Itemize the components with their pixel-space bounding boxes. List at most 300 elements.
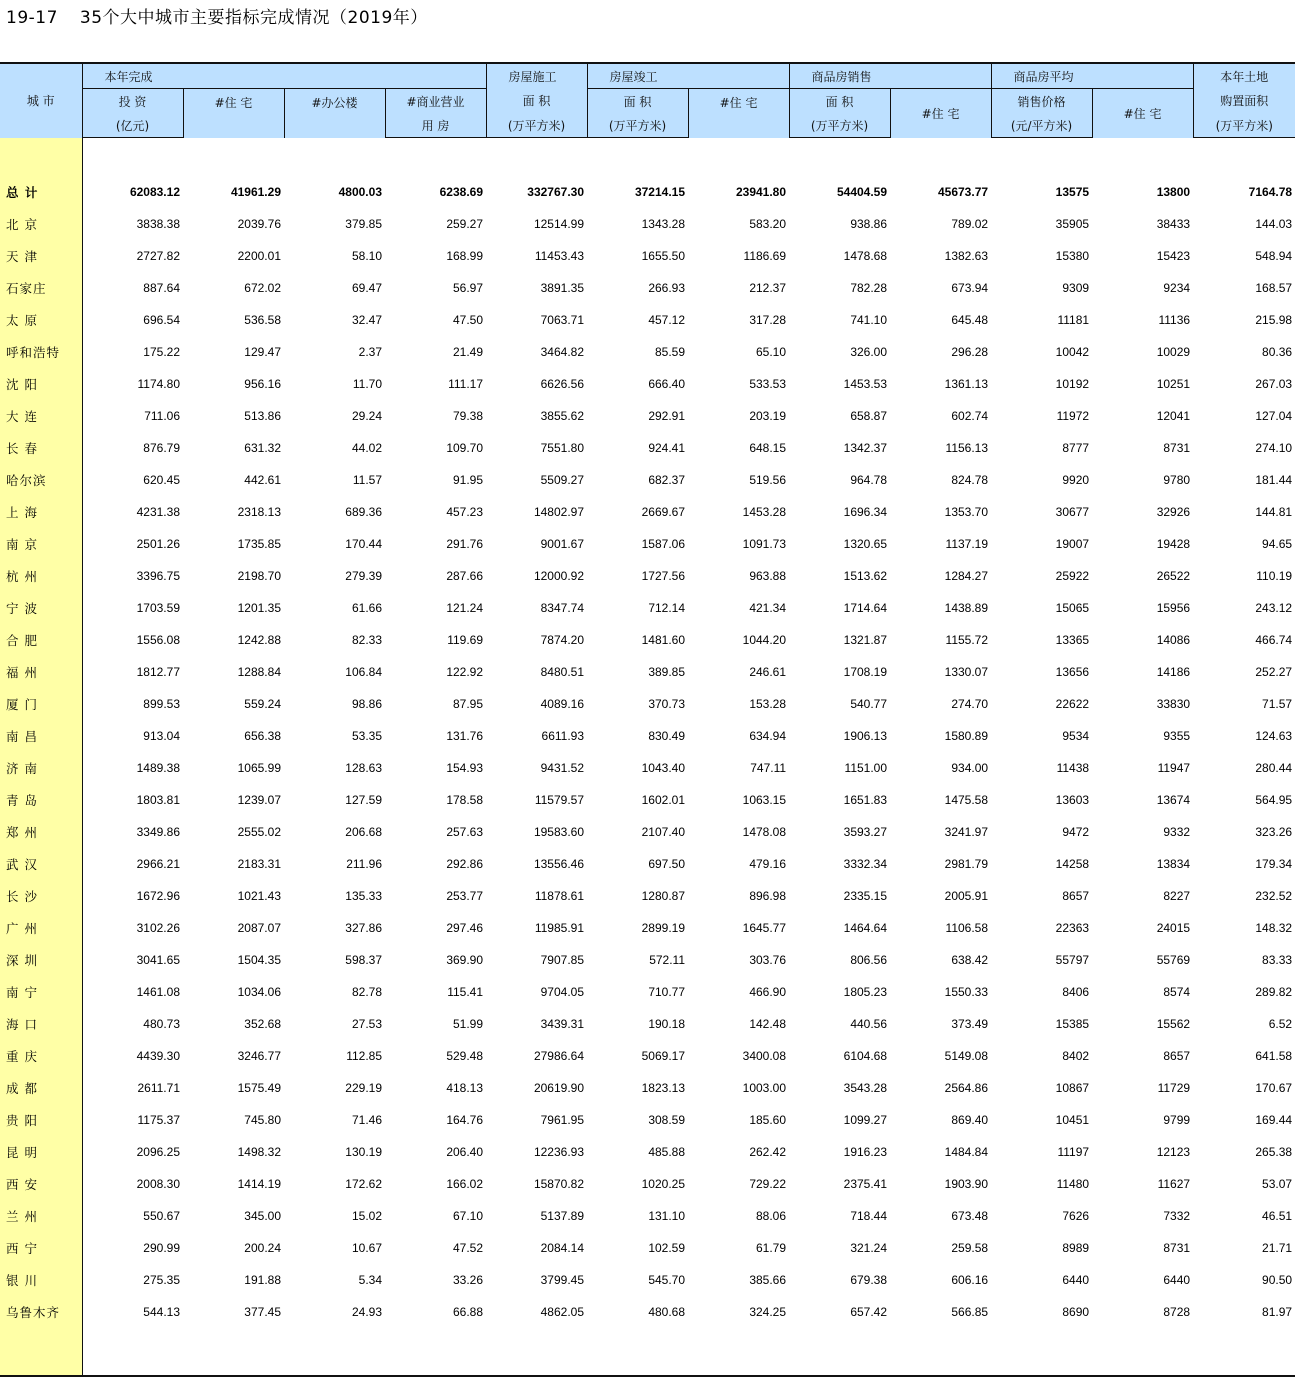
cell-land-area: 46.51 [1262, 1209, 1293, 1223]
cell-commercial-investment: 67.10 [452, 1209, 484, 1223]
header-land-line2: 购置面积 [1193, 89, 1295, 114]
cell-sales-area: 440.56 [850, 1017, 888, 1031]
cell-completion-residential: 65.10 [756, 345, 787, 359]
row-city-name: 合 肥 [0, 624, 82, 656]
cell-completion-area: 572.11 [649, 953, 686, 967]
cell-investment: 480.73 [143, 1017, 180, 1031]
cell-average-price: 10042 [1055, 345, 1090, 359]
row-city-name: 贵 阳 [0, 1104, 82, 1136]
row-city-name: 天 津 [0, 240, 82, 272]
cell-residential-price: 11947 [1157, 761, 1191, 775]
row-city-name: 哈尔滨 [0, 464, 82, 496]
cell-office-investment: 689.36 [345, 505, 382, 519]
cell-residential-price: 11136 [1158, 313, 1191, 327]
cell-land-area: 168.57 [1255, 281, 1293, 295]
table-end-row [0, 1328, 1295, 1376]
cell-residential-investment: 513.86 [244, 409, 281, 423]
cell-sales-area: 782.28 [850, 281, 888, 295]
cell-average-price: 9920 [1062, 473, 1090, 487]
cell-completion-residential: 246.61 [749, 665, 787, 679]
cell-residential-price: 13834 [1156, 857, 1191, 871]
cell-investment: 1461.08 [136, 985, 180, 999]
header-office: #办公楼 [284, 89, 385, 138]
cell-investment: 1703.59 [136, 601, 180, 615]
cell-completion-residential: 212.37 [749, 281, 787, 295]
cell-sales-residential: 2005.91 [944, 889, 989, 903]
cell-office-investment: 10.67 [351, 1241, 382, 1255]
cell-sales-residential: 1155.72 [945, 633, 989, 647]
page-title [6, 6, 428, 30]
table-row [0, 880, 1295, 912]
cell-residential-price: 10251 [1156, 377, 1191, 391]
cell-sales-residential: 606.16 [951, 1273, 989, 1287]
row-city-name: 南 昌 [0, 720, 82, 752]
cell-office-investment: 598.37 [345, 953, 382, 967]
cell-sales-residential: 1580.89 [944, 729, 989, 743]
cell-average-price: 9309 [1062, 281, 1090, 295]
cell-residential-investment: 631.32 [244, 441, 281, 455]
header-land-unit: (万平方米) [1193, 113, 1295, 138]
cell-completion-residential: 466.90 [749, 985, 787, 999]
cell-office-investment: 71.46 [351, 1113, 382, 1127]
cell-office-investment: 106.84 [345, 665, 382, 679]
cell-completion-residential: 185.60 [749, 1113, 787, 1127]
cell-completion-residential: 479.16 [749, 857, 787, 871]
cell-average-price: 10192 [1055, 377, 1090, 391]
cell-construction-area: 11579.57 [534, 793, 585, 807]
cell-commercial-investment: 47.52 [452, 1241, 484, 1255]
cell-land-area: 267.03 [1255, 377, 1293, 391]
row-city-name: 成 都 [0, 1072, 82, 1104]
cell-residential-investment: 1242.88 [237, 633, 281, 647]
cell-construction-area: 12236.93 [533, 1145, 585, 1159]
cell-sales-area: 1651.83 [843, 793, 888, 807]
cell-office-investment: 127.59 [345, 793, 382, 807]
cell-investment: 620.45 [143, 473, 180, 487]
cell-investment: 4439.30 [136, 1049, 180, 1063]
cell-completion-area: 666.40 [648, 377, 686, 391]
cell-investment: 3396.75 [136, 569, 180, 583]
cell-residential-investment: 2198.70 [237, 569, 281, 583]
table-row [0, 592, 1295, 624]
cell-construction-area: 7961.95 [540, 1113, 585, 1127]
cell-office-investment: 279.39 [345, 569, 382, 583]
cell-completion-residential: 421.34 [749, 601, 787, 615]
cell-sales-area: 1151.00 [844, 761, 888, 775]
cell-completion-residential: 203.19 [749, 409, 787, 423]
cell-completion-area: 2669.67 [641, 505, 686, 519]
row-city-name: 西 安 [0, 1168, 82, 1200]
cell-commercial-investment: 119.69 [447, 633, 484, 647]
cell-completion-residential: 1044.20 [742, 633, 787, 647]
cell-sales-residential: 1106.58 [945, 921, 989, 935]
cell-residential-price: 10029 [1156, 345, 1191, 359]
cell-land-area: 71.57 [1262, 697, 1293, 711]
cell-office-investment: 5.34 [358, 1273, 382, 1287]
cell-office-investment: 2.37 [358, 345, 382, 359]
table-row [0, 1264, 1295, 1296]
cell-construction-area: 15870.82 [533, 1177, 585, 1191]
row-city-name: 广 州 [0, 912, 82, 944]
cell-sales-residential: 274.70 [951, 697, 989, 711]
cell-sales-area: 1916.23 [843, 1145, 888, 1159]
cell-residential-investment: 2318.13 [237, 505, 281, 519]
cell-investment: 876.79 [143, 441, 180, 455]
row-city-name: 重 庆 [0, 1040, 82, 1072]
cell-commercial-investment: 297.46 [446, 921, 484, 935]
cell-investment: 275.35 [143, 1273, 180, 1287]
cell-commercial-investment: 287.66 [446, 569, 484, 583]
cell-land-area: 252.27 [1255, 665, 1293, 679]
cell-residential-price: 8227 [1163, 889, 1191, 903]
cell-completion-residential: 1453.28 [742, 505, 787, 519]
cell-investment: 1175.37 [137, 1113, 180, 1127]
cell-residential-investment: 3246.77 [237, 1049, 281, 1063]
cell-residential-price: 13800 [1156, 185, 1191, 199]
cell-office-investment: 61.66 [351, 601, 382, 615]
cell-average-price: 11438 [1056, 761, 1090, 775]
cell-investment: 2611.71 [137, 1081, 180, 1095]
cell-sales-residential: 638.42 [951, 953, 989, 967]
row-city-name: 石家庄 [0, 272, 82, 304]
cell-completion-area: 682.37 [648, 473, 686, 487]
cell-sales-residential: 1156.13 [945, 441, 989, 455]
cell-sales-area: 1906.13 [843, 729, 888, 743]
cell-commercial-investment: 257.63 [446, 825, 484, 839]
cell-commercial-investment: 111.17 [448, 377, 484, 391]
cell-office-investment: 27.53 [351, 1017, 382, 1031]
cell-residential-investment: 129.47 [244, 345, 281, 359]
table-row [0, 784, 1295, 816]
header-construction-line1: 房屋施工 [486, 63, 587, 89]
row-city-name: 银 川 [0, 1264, 82, 1296]
table-row [0, 1136, 1295, 1168]
cell-investment: 2501.26 [136, 537, 180, 551]
table-row [0, 1008, 1295, 1040]
cell-completion-area: 457.12 [648, 313, 686, 327]
table-row [0, 560, 1295, 592]
table-number: 19-17 [6, 8, 58, 28]
cell-average-price: 19007 [1055, 537, 1090, 551]
cell-commercial-investment: 56.97 [452, 281, 484, 295]
cell-commercial-investment: 131.76 [446, 729, 484, 743]
row-city-name: 太 原 [0, 304, 82, 336]
cell-sales-area: 540.77 [850, 697, 888, 711]
cell-average-price: 13656 [1055, 665, 1090, 679]
cell-construction-area: 11878.61 [534, 889, 585, 903]
header-sales-line1: 商品房销售 [789, 63, 991, 89]
table-row [0, 528, 1295, 560]
table-row [0, 208, 1295, 240]
cell-residential-investment: 1288.84 [237, 665, 281, 679]
cell-commercial-investment: 166.02 [446, 1177, 484, 1191]
header-completion-residential: #住 宅 [688, 89, 789, 138]
table-row [0, 1232, 1295, 1264]
cell-average-price: 10867 [1055, 1081, 1090, 1095]
cell-construction-area: 4089.16 [540, 697, 585, 711]
cell-residential-investment: 1735.85 [237, 537, 281, 551]
cell-commercial-investment: 168.99 [446, 249, 484, 263]
cell-sales-residential: 869.40 [951, 1113, 989, 1127]
cell-sales-area: 718.44 [850, 1209, 888, 1223]
cell-residential-investment: 352.68 [244, 1017, 281, 1031]
cell-investment: 2096.25 [136, 1145, 180, 1159]
header-construction-unit: (万平方米) [486, 113, 587, 138]
cell-residential-investment: 442.61 [244, 473, 281, 487]
cell-office-investment: 206.68 [345, 825, 382, 839]
cell-sales-residential: 934.00 [951, 761, 989, 775]
cell-sales-area: 2375.41 [843, 1177, 888, 1191]
cell-residential-investment: 1414.19 [237, 1177, 281, 1191]
row-city-name: 武 汉 [0, 848, 82, 880]
header-investment-group: 本年完成 [82, 63, 486, 89]
cell-construction-area: 4862.05 [540, 1305, 585, 1319]
cell-land-area: 80.36 [1262, 345, 1293, 359]
cell-average-price: 22363 [1055, 921, 1090, 935]
cell-completion-area: 85.59 [654, 345, 686, 359]
cell-residential-price: 8731 [1163, 441, 1191, 455]
row-city-name: 总 计 [0, 176, 82, 208]
cell-average-price: 7626 [1062, 1209, 1090, 1223]
cell-sales-area: 657.42 [850, 1305, 888, 1319]
cell-completion-area: 266.93 [648, 281, 686, 295]
row-city-name: 昆 明 [0, 1136, 82, 1168]
cell-sales-residential: 45673.77 [937, 185, 989, 199]
table-title: 35个大中城市主要指标完成情况（2019年） [79, 8, 428, 28]
cell-completion-area: 292.91 [648, 409, 686, 423]
cell-average-price: 9534 [1062, 729, 1090, 743]
cell-commercial-investment: 122.92 [446, 665, 484, 679]
cell-sales-area: 1320.65 [843, 537, 888, 551]
header-price-unit: (元/平方米) [991, 113, 1092, 138]
cell-residential-price: 15423 [1156, 249, 1191, 263]
cell-construction-area: 14802.97 [533, 505, 585, 519]
cell-residential-investment: 956.16 [244, 377, 281, 391]
cell-sales-area: 2335.15 [843, 889, 888, 903]
cell-residential-investment: 2039.76 [237, 217, 281, 231]
cell-sales-area: 1805.23 [843, 985, 888, 999]
table-row [0, 816, 1295, 848]
cell-completion-area: 1823.13 [641, 1081, 686, 1095]
row-city-name: 兰 州 [0, 1200, 82, 1232]
cell-land-area: 83.33 [1262, 953, 1293, 967]
cell-investment: 1672.96 [136, 889, 180, 903]
header-residential: #住 宅 [183, 89, 284, 138]
cell-residential-price: 26522 [1156, 569, 1191, 583]
cell-land-area: 90.50 [1262, 1273, 1293, 1287]
total-row [0, 176, 1295, 208]
cell-completion-residential: 1063.15 [742, 793, 787, 807]
cell-construction-area: 11985.91 [534, 921, 585, 935]
cell-land-area: 232.52 [1255, 889, 1293, 903]
cell-completion-residential: 583.20 [749, 217, 787, 231]
cell-completion-residential: 1186.69 [743, 249, 787, 263]
table-row [0, 1200, 1295, 1232]
cell-residential-investment: 200.24 [244, 1241, 281, 1255]
cell-office-investment: 44.02 [351, 441, 382, 455]
cell-completion-area: 5069.17 [641, 1049, 686, 1063]
cell-average-price: 55797 [1055, 953, 1090, 967]
cell-completion-residential: 1478.08 [742, 825, 787, 839]
cell-office-investment: 229.19 [345, 1081, 382, 1095]
cell-sales-residential: 673.48 [951, 1209, 989, 1223]
cell-residential-price: 9355 [1163, 729, 1191, 743]
cell-sales-area: 1513.62 [843, 569, 888, 583]
cell-completion-residential: 153.28 [749, 697, 787, 711]
cell-land-area: 110.19 [1256, 569, 1293, 583]
cell-completion-area: 131.10 [648, 1209, 686, 1223]
cell-land-area: 641.58 [1255, 1049, 1293, 1063]
cell-land-area: 94.65 [1262, 537, 1293, 551]
table-row [0, 624, 1295, 656]
cell-residential-investment: 2200.01 [237, 249, 281, 263]
cell-construction-area: 332767.30 [527, 185, 585, 199]
cell-sales-residential: 1137.19 [945, 537, 989, 551]
table-row [0, 272, 1295, 304]
cell-office-investment: 170.44 [345, 537, 382, 551]
cell-office-investment: 58.10 [351, 249, 382, 263]
cell-investment: 696.54 [143, 313, 180, 327]
cell-office-investment: 11.57 [352, 473, 382, 487]
table-row [0, 1104, 1295, 1136]
cell-office-investment: 327.86 [345, 921, 382, 935]
cell-sales-area: 806.56 [850, 953, 888, 967]
cell-commercial-investment: 292.86 [446, 857, 484, 871]
cell-construction-area: 6626.56 [540, 377, 585, 391]
cell-residential-investment: 1504.35 [237, 953, 281, 967]
cell-commercial-investment: 369.90 [446, 953, 484, 967]
cell-completion-area: 190.18 [648, 1017, 686, 1031]
cell-sales-residential: 1284.27 [944, 569, 989, 583]
cell-residential-investment: 656.38 [244, 729, 281, 743]
table-row [0, 752, 1295, 784]
row-city-name: 呼和浩特 [0, 336, 82, 368]
cell-residential-price: 8728 [1163, 1305, 1191, 1319]
indicators-table-container [0, 62, 1295, 1377]
cell-completion-area: 710.77 [648, 985, 686, 999]
cell-land-area: 265.38 [1255, 1145, 1293, 1159]
cell-sales-area: 6104.68 [843, 1049, 888, 1063]
cell-average-price: 9472 [1062, 825, 1090, 839]
cell-office-investment: 82.33 [351, 633, 382, 647]
cell-investment: 1803.81 [136, 793, 180, 807]
cell-construction-area: 13556.46 [533, 857, 585, 871]
cell-residential-price: 24015 [1156, 921, 1191, 935]
cell-investment: 1489.38 [136, 761, 180, 775]
header-price-residential: #住 宅 [1092, 89, 1193, 138]
cell-construction-area: 3799.45 [540, 1273, 585, 1287]
cell-average-price: 25922 [1055, 569, 1090, 583]
cell-completion-residential: 533.53 [749, 377, 787, 391]
header-completion-line1: 房屋竣工 [587, 63, 789, 89]
header-completion-unit: (万平方米) [587, 113, 688, 138]
cell-land-area: 6.52 [1268, 1017, 1293, 1031]
cell-completion-area: 1481.60 [641, 633, 686, 647]
cell-office-investment: 112.85 [346, 1049, 382, 1063]
row-city-name: 西 宁 [0, 1232, 82, 1264]
cell-construction-area: 3439.31 [540, 1017, 585, 1031]
cell-completion-residential: 324.25 [749, 1305, 787, 1319]
table-row [0, 464, 1295, 496]
cell-completion-area: 370.73 [648, 697, 686, 711]
cell-commercial-investment: 79.38 [452, 409, 484, 423]
cell-land-area: 564.95 [1255, 793, 1293, 807]
cell-land-area: 53.07 [1262, 1177, 1293, 1191]
table-row [0, 336, 1295, 368]
cell-land-area: 144.03 [1255, 217, 1293, 231]
table-row [0, 1296, 1295, 1328]
table-row [0, 432, 1295, 464]
cell-completion-residential: 61.79 [756, 1241, 787, 1255]
cell-investment: 2966.21 [136, 857, 180, 871]
table-row [0, 688, 1295, 720]
cell-sales-area: 321.24 [850, 1241, 888, 1255]
cell-commercial-investment: 109.70 [446, 441, 484, 455]
cell-residential-investment: 41961.29 [230, 185, 281, 199]
cell-residential-price: 8657 [1163, 1049, 1191, 1063]
cell-average-price: 8690 [1062, 1305, 1090, 1319]
cell-office-investment: 24.93 [351, 1305, 382, 1319]
cell-sales-residential: 373.49 [951, 1017, 989, 1031]
cell-sales-residential: 1438.89 [944, 601, 989, 615]
cell-sales-residential: 824.78 [951, 473, 989, 487]
cell-office-investment: 15.02 [351, 1209, 382, 1223]
table-row [0, 656, 1295, 688]
cell-office-investment: 29.24 [351, 409, 382, 423]
cell-residential-investment: 345.00 [244, 1209, 281, 1223]
cell-residential-price: 33830 [1156, 697, 1191, 711]
cell-residential-investment: 377.45 [244, 1305, 281, 1319]
cell-sales-residential: 3241.97 [944, 825, 989, 839]
cell-sales-residential: 5149.08 [944, 1049, 989, 1063]
cell-office-investment: 128.63 [345, 761, 382, 775]
cell-construction-area: 27986.64 [533, 1049, 585, 1063]
cell-office-investment: 32.47 [351, 313, 382, 327]
cell-land-area: 179.34 [1255, 857, 1293, 871]
cell-office-investment: 4800.03 [338, 185, 382, 199]
header-investment-unit: (亿元) [82, 113, 183, 138]
cell-completion-residential: 648.15 [749, 441, 787, 455]
cell-construction-area: 6611.93 [541, 729, 585, 743]
cell-completion-residential: 262.42 [749, 1145, 787, 1159]
cell-sales-residential: 2564.86 [944, 1081, 989, 1095]
cell-completion-residential: 23941.80 [735, 185, 787, 199]
cell-completion-residential: 88.06 [756, 1209, 787, 1223]
cell-residential-price: 9780 [1163, 473, 1191, 487]
cell-commercial-investment: 178.58 [446, 793, 484, 807]
cell-construction-area: 9704.05 [540, 985, 585, 999]
cell-land-area: 148.32 [1255, 921, 1293, 935]
cell-average-price: 8657 [1062, 889, 1090, 903]
header-price-line2: 销售价格 [991, 89, 1092, 114]
cell-sales-residential: 566.85 [951, 1305, 989, 1319]
cell-sales-area: 658.87 [850, 409, 888, 423]
row-city-name: 郑 州 [0, 816, 82, 848]
row-city-name: 大 连 [0, 400, 82, 432]
cell-commercial-investment: 291.76 [446, 537, 484, 551]
cell-investment: 899.53 [143, 697, 180, 711]
cell-residential-investment: 536.58 [244, 313, 281, 327]
cell-average-price: 13365 [1055, 633, 1090, 647]
cell-investment: 3349.86 [136, 825, 180, 839]
cell-average-price: 15380 [1055, 249, 1090, 263]
cell-investment: 550.67 [143, 1209, 180, 1223]
row-city-name: 沈 阳 [0, 368, 82, 400]
cell-completion-area: 480.68 [648, 1305, 686, 1319]
cell-land-area: 21.71 [1262, 1241, 1293, 1255]
row-city-name: 南 宁 [0, 976, 82, 1008]
cell-residential-price: 8731 [1163, 1241, 1191, 1255]
